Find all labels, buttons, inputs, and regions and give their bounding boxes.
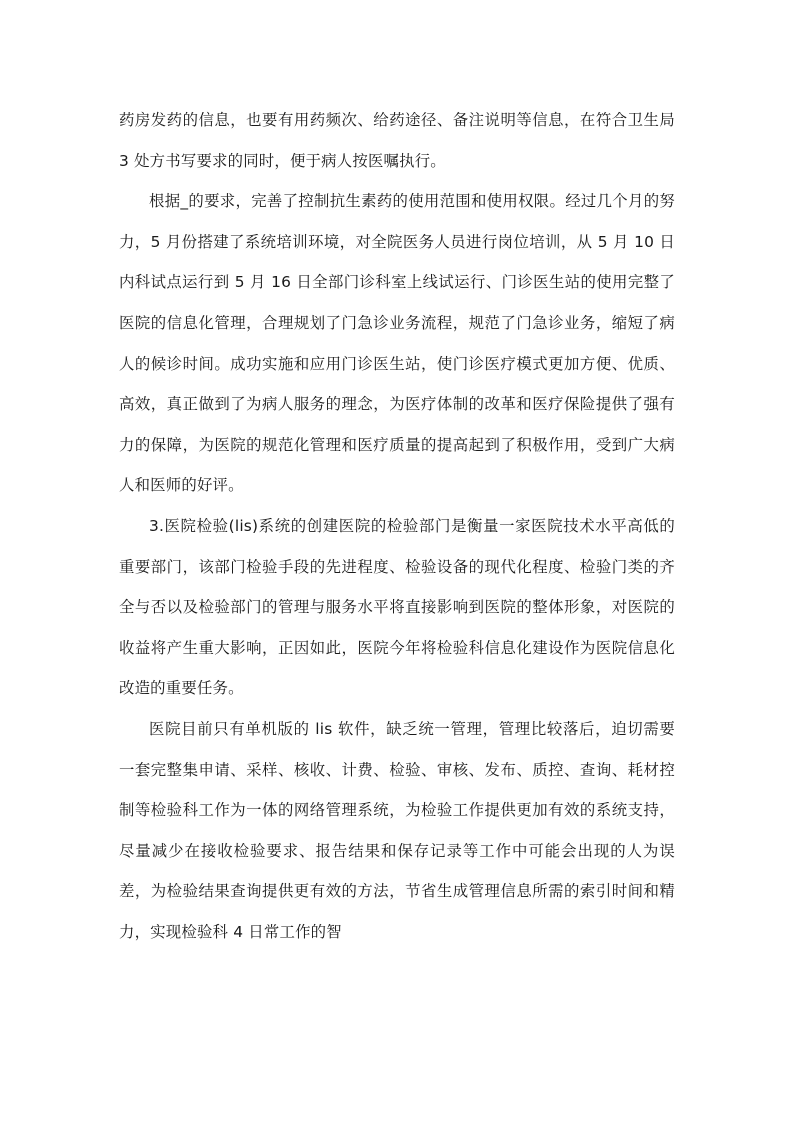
paragraph-lis-system: 3.医院检验(lis)系统的创建医院的检验部门是衡量一家医院技术水平高低的重要部门，该部门检验手段的先进程度、检验设备的现代化程度、检验门类的齐全与否以及检验部门的管理与服务水平将直接影响到医院的整体形象，对医院的收益将产生重大影响，正因如此，医院今年将检验科信息化建设作为医院信息化改造的重要任务。 — [119, 516, 675, 698]
paragraph-outpatient-doctor-station: 根据_的要求，完善了控制抗生素药的使用范围和使用权限。经过几个月的努力，5 月份搭建了系统培训环境，对全院医务人员进行岗位培训，从 5 月 10 日内科试点运行到 5 月 16 日全部门诊科室上线试运行、门诊医生站的使用完整了医院的信息化管理，合理规划了门急诊业务流程，规范了门急诊业务，缩短了病人的候诊时间。成功实施和应用门诊医生站，使门诊医疗模式更加方便、优质、高效，真正做到了为病人服务的理念，为医疗体制的改革和医疗保险提供了强有力的保障，为医院的规范化管理和医疗质量的提高起到了积极作用，受到广大病人和医师的好评。 — [119, 192, 675, 495]
paragraph-lis-software: 医院目前只有单机版的 lis 软件，缺乏统一管理，管理比较落后，迫切需要一套完整集申请、采样、核收、计费、检验、审核、发布、质控、查询、耗材控制等检验科工作为一体的网络管理系统，为检验工作提供更加有效的系统支持，尽量减少在接收检验要求、报告结果和保存记录等工作中可能会出现的人为误差，为检验结果查询提供更有效的方法，节省生成管理信息所需的索引时间和精力，实现检验科 4 日常工作的智 — [119, 719, 675, 941]
document-body — [119, 100, 675, 952]
paragraph-continuation: 药房发药的信息，也要有用药频次、给药途径、备注说明等信息，在符合卫生局 3 处方书写要求的同时，便于病人按医嘱执行。 — [119, 111, 675, 170]
